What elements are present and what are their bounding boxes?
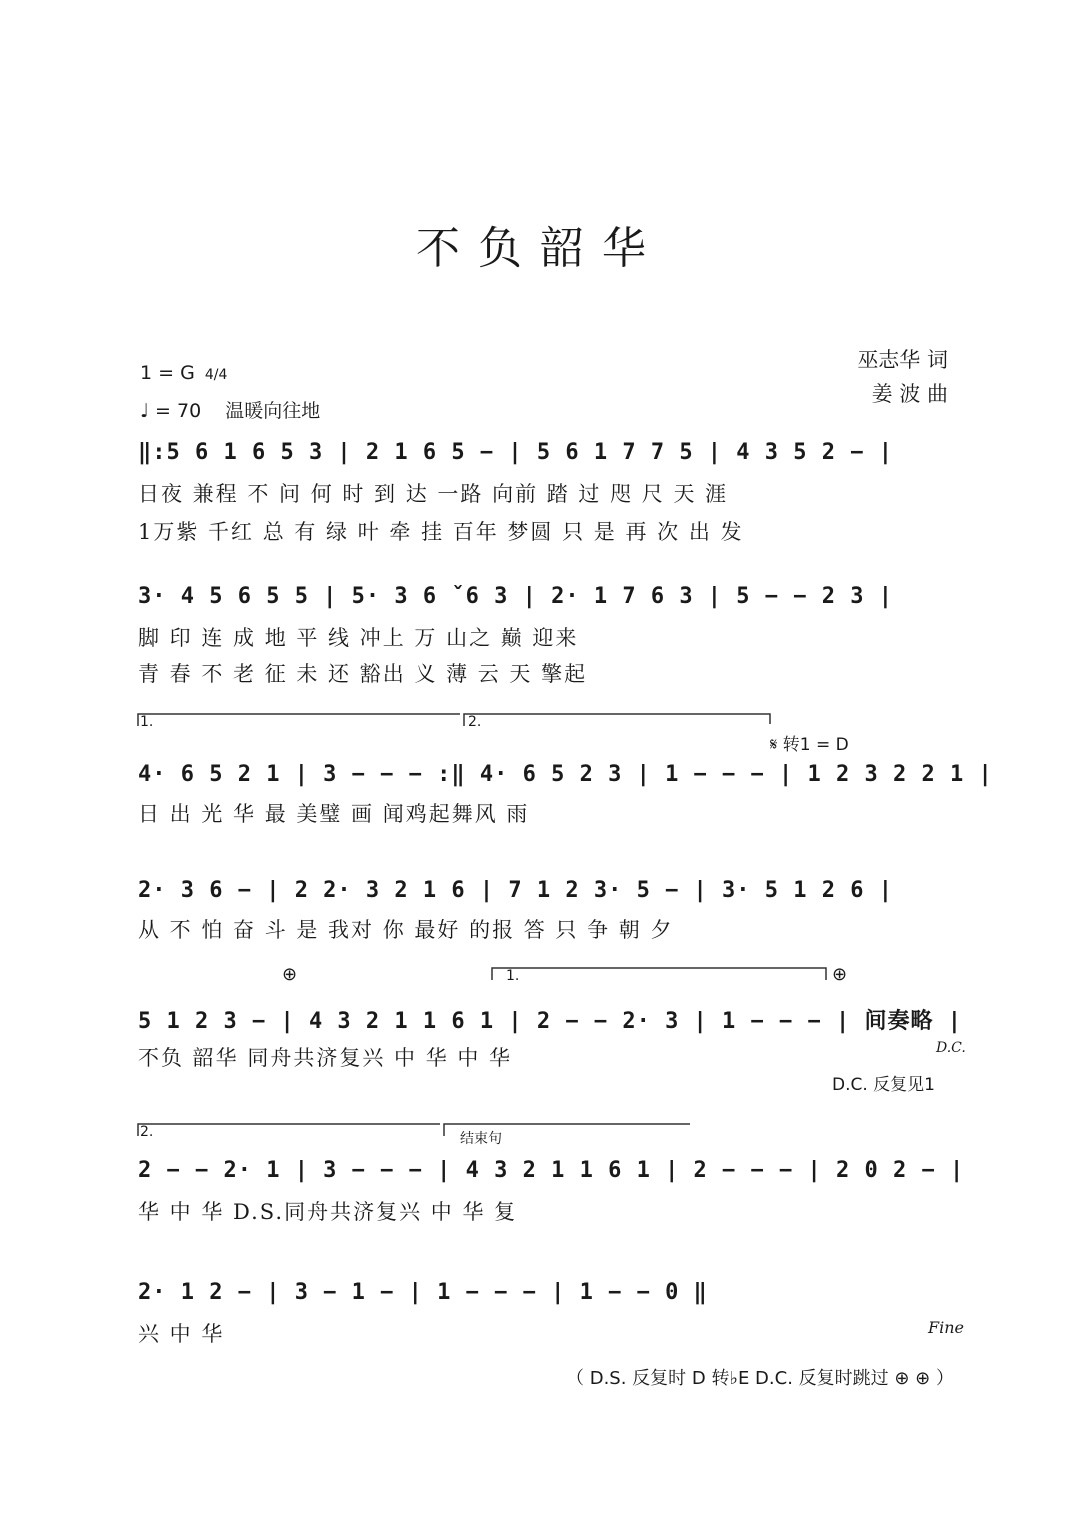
fine-mark: Fine <box>928 1318 964 1337</box>
dc-note: D.C. 反复见1 <box>832 1075 935 1095</box>
system-5-notes: 5 1 2 3 − | 4 3 2 1 1 6 1 | 2 − − 2· 3 | 1 − − − | 间奏略 | <box>138 1009 962 1034</box>
system-7-lyrics-1: 兴 中 华 <box>138 1322 225 1346</box>
system-4-notes: 2· 3 6 − | 2 2· 3 2 1 6 | 7 1 2 3· 5 − | 3· 5 1 2 6 | <box>138 878 893 903</box>
system-6-notes: 2 − − 2· 1 | 3 − − − | 4 3 2 1 1 6 1 | 2 − − − | 2 0 2 − | <box>138 1158 965 1183</box>
coda-icon: ⊕ <box>832 964 848 985</box>
lyricist-credit: 巫志华 词 <box>857 348 948 372</box>
system-7-notes: 2· 1 2 − | 3 − 1 − | 1 − − − | 1 − − 0 ‖ <box>138 1280 708 1305</box>
volta-1-label-2: 1. <box>506 968 520 984</box>
system-2-lyrics-2: 青 春 不 老 征 未 还 豁出 义 薄 云 天 擎起 <box>138 662 588 686</box>
volta-1-label: 1. <box>140 714 154 730</box>
composer-credit: 姜 波 曲 <box>871 382 948 406</box>
system-2-notes: 3· 4 5 6 5 5 | 5· 3 6 ˇ6 3 | 2· 1 7 6 3 | 5 − − 2 3 | <box>138 584 893 609</box>
song-title: 不负韶华 <box>416 223 664 274</box>
volta-2-label-2: 2. <box>140 1124 154 1140</box>
ending-label: 结束句 <box>460 1131 502 1147</box>
system-4-lyrics-1: 从 不 怕 奋 斗 是 我对 你 最好 的报 答 只 争 朝 夕 <box>138 918 674 942</box>
time-signature: 4/4 <box>204 367 228 383</box>
modulation-text: 转1 = D <box>782 735 849 755</box>
system-6-lyrics-1: 华 中 华 D.S.同舟共济复兴 中 华 复 <box>138 1200 518 1224</box>
segno-icon: 𝄋 <box>770 735 778 755</box>
expression-text: 温暖向往地 <box>225 400 321 422</box>
system-1-lyrics-1: 日夜 兼程 不 问 何 时 到 达 一路 向前 踏 过 咫 尺 天 涯 <box>138 482 729 506</box>
system-3-notes: 4· 6 5 2 1 | 3 − − − :‖ 4· 6 5 2 3 | 1 − − − | 1 2 3 2 2 1 | <box>138 762 993 787</box>
quarter-note-icon: ♩ <box>140 400 149 422</box>
key-text: 1 = G <box>140 362 195 384</box>
volta-2-label: 2. <box>468 714 482 730</box>
dc-mark: D.C. <box>936 1040 966 1056</box>
coda-icon: ⊕ <box>282 964 298 985</box>
system-2-lyrics-1: 脚 印 连 成 地 平 线 冲上 万 山之 巅 迎来 <box>138 626 579 650</box>
footnote: （ D.S. 反复时 D 转♭E D.C. 反复时跳过 ⊕ ⊕ ） <box>566 1368 954 1389</box>
system-1-notes: ‖:5 6 1 6 5 3 | 2 1 6 5 − | 5 6 1 7 7 5 | 4 3 5 2 − | <box>138 440 893 465</box>
system-5-lyrics-1: 不负 韶华 同舟共济复兴 中 华 中 华 <box>138 1046 513 1070</box>
system-1-lyrics-2: 1万紫 千红 总 有 绿 叶 牵 挂 百年 梦圆 只 是 再 次 出 发 <box>138 520 744 544</box>
system-3-lyrics-1: 日 出 光 华 最 美璧 画 闻鸡起舞风 雨 <box>138 802 530 826</box>
tempo-value: = 70 <box>155 400 202 422</box>
